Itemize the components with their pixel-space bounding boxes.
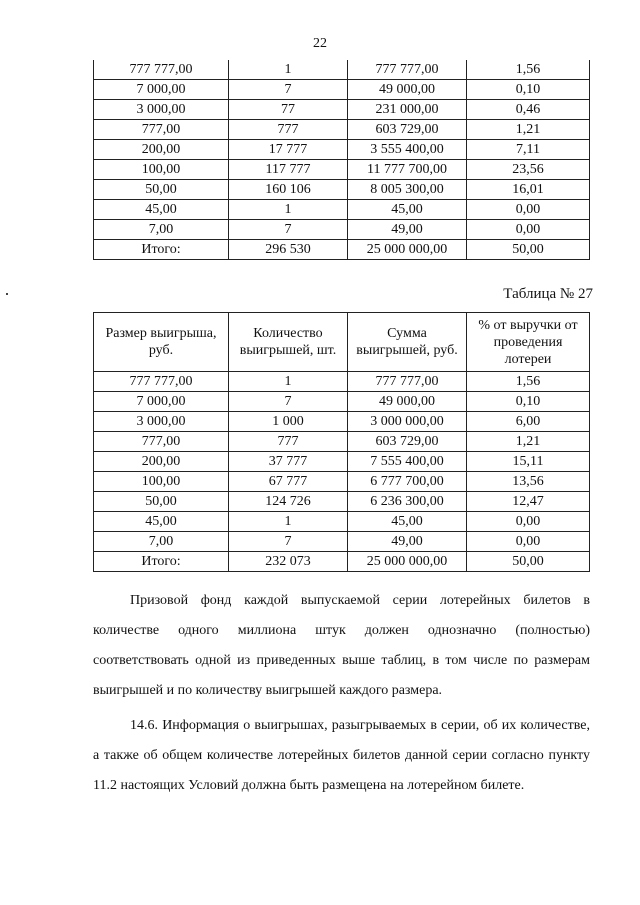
table-cell: 37 777 (229, 452, 348, 472)
table-cell: 7,11 (467, 140, 590, 160)
prize-table-27 (93, 312, 590, 572)
table-cell: 49 000,00 (348, 80, 467, 100)
table-cell: 7 000,00 (94, 80, 229, 100)
table-cell: 7 (229, 220, 348, 240)
table-row (94, 392, 590, 412)
table-cell: Итого: (94, 552, 229, 572)
table-cell: 25 000 000,00 (348, 552, 467, 572)
table-row (94, 240, 590, 260)
table-cell: 200,00 (94, 140, 229, 160)
table-row (94, 120, 590, 140)
table-cell: 1 (229, 60, 348, 80)
col-header-prize-sum: Сумма выигрышей, руб. (348, 313, 467, 372)
table-cell: 45,00 (348, 512, 467, 532)
table-cell: 16,01 (467, 180, 590, 200)
table-cell: 777 (229, 432, 348, 452)
table-cell: 45,00 (348, 200, 467, 220)
table-cell: 117 777 (229, 160, 348, 180)
table-row (94, 220, 590, 240)
table-cell: 1,21 (467, 432, 590, 452)
table-cell: 1 000 (229, 412, 348, 432)
table-cell: 3 555 400,00 (348, 140, 467, 160)
table-cell: 160 106 (229, 180, 348, 200)
table-cell: 3 000 000,00 (348, 412, 467, 432)
col-header-prize-count: Количество выигрышей, шт. (229, 313, 348, 372)
table-header-row (94, 313, 590, 372)
table-cell: 13,56 (467, 472, 590, 492)
table-cell: 6,00 (467, 412, 590, 432)
table-cell: 50,00 (467, 552, 590, 572)
page-number: 22 (313, 36, 327, 51)
table-cell: 17 777 (229, 140, 348, 160)
table-cell: 50,00 (94, 492, 229, 512)
table-cell: 1,56 (467, 372, 590, 392)
table-cell: 3 000,00 (94, 412, 229, 432)
paragraph-prize-fund: Призовой фонд каждой выпускаемой серии лотерейных билетов в количестве одного миллиона штук должен однозначно (полностью) соответствовать одной из приведенных выше таблиц, в том числе по размерам выигрышей и по количеству выигрышей каждого размера. (93, 593, 590, 698)
table-cell: 603 729,00 (348, 120, 467, 140)
table-cell: 777,00 (94, 120, 229, 140)
table-cell: 0,00 (467, 220, 590, 240)
table-cell: 7 555 400,00 (348, 452, 467, 472)
table-cell: 1 (229, 200, 348, 220)
table-row (94, 412, 590, 432)
table-cell: 11 777 700,00 (348, 160, 467, 180)
table-cell: 49,00 (348, 532, 467, 552)
table-cell: 7,00 (94, 220, 229, 240)
table-cell: 777 (229, 120, 348, 140)
table-cell: 7,00 (94, 532, 229, 552)
table-cell: 231 000,00 (348, 100, 467, 120)
table-row (94, 492, 590, 512)
table-cell: 0,46 (467, 100, 590, 120)
table-row (94, 372, 590, 392)
table-cell: 15,11 (467, 452, 590, 472)
table-cell: 45,00 (94, 512, 229, 532)
table-row (94, 60, 590, 80)
table-row (94, 200, 590, 220)
table-cell: 777,00 (94, 432, 229, 452)
table-row (94, 532, 590, 552)
table-row (94, 452, 590, 472)
margin-dot (6, 293, 8, 295)
table-cell: 296 530 (229, 240, 348, 260)
table-cell: 777 777,00 (348, 60, 467, 80)
table-cell: 0,00 (467, 512, 590, 532)
table-cell: 777 777,00 (94, 372, 229, 392)
table-cell: 777 777,00 (348, 372, 467, 392)
table-cell: 8 005 300,00 (348, 180, 467, 200)
table-cell: 1,21 (467, 120, 590, 140)
table-cell: 100,00 (94, 472, 229, 492)
table-cell: 603 729,00 (348, 432, 467, 452)
table-cell: 23,56 (467, 160, 590, 180)
table-cell: 124 726 (229, 492, 348, 512)
table-row (94, 552, 590, 572)
table-cell: 25 000 000,00 (348, 240, 467, 260)
table-cell: 3 000,00 (94, 100, 229, 120)
table-cell: 0,00 (467, 532, 590, 552)
table-row (94, 472, 590, 492)
table-row (94, 100, 590, 120)
table-row (94, 160, 590, 180)
col-header-prize-size: Размер выигрыша, руб. (94, 313, 229, 372)
table-cell: 0,10 (467, 392, 590, 412)
table-cell: 50,00 (94, 180, 229, 200)
table-cell: Итого: (94, 240, 229, 260)
table-cell: 6 236 300,00 (348, 492, 467, 512)
table-row (94, 140, 590, 160)
table-cell: 7 (229, 392, 348, 412)
table-cell: 7 (229, 80, 348, 100)
paragraph-14-6: 14.6. Информация о выигрышах, разыгрываемых в серии, об их количестве, а также об общем количестве лотерейных билетов данной серии согласно пункту 11.2 настоящих Условий должна быть размещена на лотерейном билете. (93, 718, 590, 793)
table-row (94, 80, 590, 100)
table-cell: 77 (229, 100, 348, 120)
table-27-caption: Таблица № 27 (503, 286, 593, 302)
table-row (94, 432, 590, 452)
table-cell: 67 777 (229, 472, 348, 492)
prize-table-continued (93, 60, 590, 260)
table-cell: 50,00 (467, 240, 590, 260)
table-cell: 7 000,00 (94, 392, 229, 412)
table-cell: 49,00 (348, 220, 467, 240)
table-cell: 200,00 (94, 452, 229, 472)
table-cell: 1 (229, 372, 348, 392)
table-cell: 1 (229, 512, 348, 532)
table-cell: 7 (229, 532, 348, 552)
table-row (94, 512, 590, 532)
table-cell: 777 777,00 (94, 60, 229, 80)
table-cell: 45,00 (94, 200, 229, 220)
table-row (94, 180, 590, 200)
table-cell: 0,00 (467, 200, 590, 220)
table-cell: 100,00 (94, 160, 229, 180)
table-cell: 49 000,00 (348, 392, 467, 412)
table-cell: 1,56 (467, 60, 590, 80)
table-cell: 6 777 700,00 (348, 472, 467, 492)
table-cell: 12,47 (467, 492, 590, 512)
col-header-revenue-percent: % от выручки от проведения лотереи (467, 313, 590, 372)
table-cell: 232 073 (229, 552, 348, 572)
table-cell: 0,10 (467, 80, 590, 100)
